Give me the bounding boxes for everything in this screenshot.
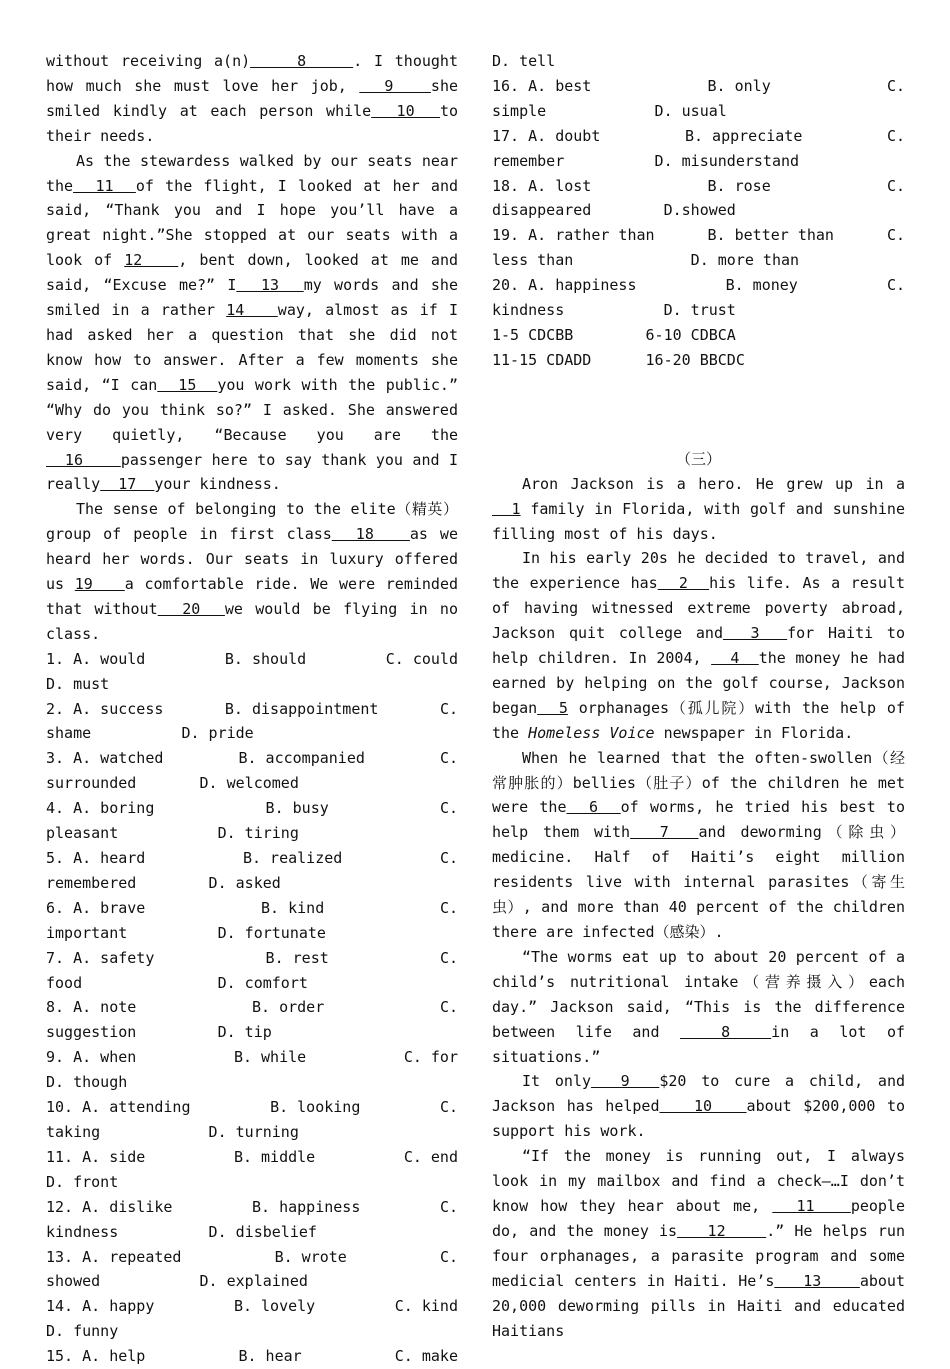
question-list xyxy=(46,647,458,1369)
newspaper-title: Homeless Voice xyxy=(528,723,655,742)
option-a: 11. A. side xyxy=(46,1147,146,1166)
blank-8: 8 xyxy=(680,1022,772,1041)
option-c: C. xyxy=(439,1197,458,1216)
question-options-row xyxy=(46,1344,458,1369)
blank-12: 12 xyxy=(124,251,179,270)
section-heading: （三） xyxy=(675,449,721,468)
text: as we heard her words. Our seats in luxury offered us xyxy=(46,525,458,594)
option-a: 8. A. note xyxy=(46,998,137,1017)
text: , bent down, looked at me and said, “Excuse me?” I xyxy=(46,251,459,295)
question-options-row xyxy=(46,1045,458,1070)
question-options-row xyxy=(492,223,905,248)
option-c: C. xyxy=(439,998,458,1017)
option-c: C. xyxy=(439,1098,458,1117)
question-options-row xyxy=(492,124,905,149)
text: way, almost as if I had asked her a question that she did not know how to answer. After a few moments she said, “I can xyxy=(46,301,458,394)
text: about 20,000 deworming pills in Haiti and educated Haitians xyxy=(492,1271,905,1340)
text: his life. As a result of having witnessed extreme poverty abroad, Jackson quit college and xyxy=(492,574,905,643)
question-list xyxy=(492,74,905,323)
text: When he learned that the often-swollen（经常肿胀的）bellies（肚子）of the children he met were the xyxy=(492,748,905,817)
text: a comfortable ride. We were reminded that without xyxy=(46,575,459,618)
question-options-row xyxy=(46,1294,458,1319)
question-options-row xyxy=(46,1095,458,1120)
option-c: C. xyxy=(886,176,905,195)
question-options-continuation: surrounded D. welcomed xyxy=(46,774,299,793)
text: . I thought how much she must love her job, xyxy=(46,52,458,95)
question-options-continuation: kindness D. disbelief xyxy=(46,1222,317,1241)
blank-16: 16 xyxy=(46,450,121,469)
blank-13: 13 xyxy=(774,1271,860,1290)
text: It only xyxy=(522,1072,592,1091)
option-b: B. happiness xyxy=(252,1197,361,1216)
text: my words and she smiled in a rather xyxy=(46,276,458,320)
option-b: B. accompanied xyxy=(238,749,365,768)
passage2-paragraph-1 xyxy=(46,49,458,149)
text: passenger here to say thank you and I really xyxy=(46,450,459,494)
question-options-continuation: taking D. turning xyxy=(46,1122,299,1141)
option-b: B. looking xyxy=(270,1098,361,1117)
option-a: 6. A. brave xyxy=(46,898,146,917)
option-b: B. money xyxy=(725,276,798,295)
option-a: 1. A. would xyxy=(46,649,146,668)
text: to their needs. xyxy=(46,101,459,145)
question-options-continuation: D. front xyxy=(46,1172,119,1191)
option-c: C. kind xyxy=(394,1297,458,1316)
option-b: B. middle xyxy=(233,1147,316,1166)
passage3-paragraph-2 xyxy=(492,546,905,745)
option-b: B. while xyxy=(233,1048,307,1067)
question-options-continuation: kindness D. trust xyxy=(492,301,736,320)
blank-18: 18 xyxy=(331,525,410,544)
option-c: C. xyxy=(886,76,905,95)
blank-10: 10 xyxy=(371,101,440,120)
text: of worms, he tried his best to help them with xyxy=(492,798,905,842)
text: “The worms eat up to about 20 percent of a child’s nutritional intake（营养摄入）each day.” Jackson said, “This is the difference between life and xyxy=(492,947,905,1041)
question-options-row xyxy=(492,174,905,199)
answer-key-row: 11-15 CDADD 16-20 BBCDC xyxy=(492,350,745,369)
question-options-continuation: shame D. pride xyxy=(46,724,254,743)
text: and deworming（除虫）medicine. Half of Haiti’s eight million residents live with internal parasites（寄生虫）, and more than 40 percent of the children there are infected（感染）. xyxy=(492,823,906,941)
blank-2: 2 xyxy=(657,574,710,593)
question-options-row xyxy=(46,896,458,921)
option-c: C. xyxy=(886,276,905,295)
option-b: B. appreciate xyxy=(684,126,803,145)
blank-15: 15 xyxy=(157,375,218,394)
text: In his early 20s he decided to travel, and the experience has xyxy=(492,549,905,593)
option-a: 17. A. doubt xyxy=(492,126,601,145)
question-options-continuation: remembered D. asked xyxy=(46,873,281,892)
option-c: C. for xyxy=(403,1048,458,1067)
right-column xyxy=(492,49,905,1343)
option-b: B. kind xyxy=(261,898,325,917)
text: As the stewardess walked by our seats near the xyxy=(46,151,458,195)
option-a: 10. A. attending xyxy=(46,1098,191,1117)
blank-9: 9 xyxy=(591,1072,660,1091)
text: without receiving a(n) xyxy=(46,52,251,70)
blank-14: 14 xyxy=(226,301,278,320)
blank-10: 10 xyxy=(659,1097,747,1116)
text: she smiled kindly at each person while xyxy=(46,76,459,120)
question-options-continuation: important D. fortunate xyxy=(46,923,326,942)
section-gap xyxy=(492,373,905,447)
question-options-continuation: simple D. usual xyxy=(492,101,727,120)
question-options-continuation: D. must xyxy=(46,674,110,693)
option-a: 19. A. rather than xyxy=(492,226,655,245)
option-a: 18. A. lost xyxy=(492,176,592,195)
text: .” He helps run four orphanages, a parasite program and some medicial centers in Haiti. He’s xyxy=(492,1221,905,1290)
option-a: 4. A. boring xyxy=(46,799,155,818)
blank-11: 11 xyxy=(772,1196,851,1215)
option-b: B. rest xyxy=(265,948,329,967)
question-options-continuation: disappeared D.showed xyxy=(492,201,736,220)
question-15-continuation: D. tell xyxy=(492,52,556,70)
text: your kindness. xyxy=(154,475,281,494)
question-options-continuation: less than D. more than xyxy=(492,251,800,270)
option-b: B. should xyxy=(224,649,307,668)
blank-7: 7 xyxy=(630,823,699,842)
blank-12: 12 xyxy=(677,1221,767,1240)
option-a: 13. A. repeated xyxy=(46,1247,182,1266)
option-b: B. only xyxy=(707,76,771,95)
question-options-row xyxy=(46,796,458,821)
text: in a lot of situations.” xyxy=(492,1022,906,1066)
question-options-row xyxy=(46,1195,458,1220)
option-a: 12. A. dislike xyxy=(46,1197,173,1216)
blank-20: 20 xyxy=(157,599,225,618)
question-options-continuation: food D. comfort xyxy=(46,973,308,992)
option-b: B. hear xyxy=(238,1347,302,1366)
passage3-paragraph-1 xyxy=(492,472,905,547)
text: people do, and the money is xyxy=(492,1196,905,1240)
question-options-continuation: remember D. misunderstand xyxy=(492,151,800,170)
passage3-paragraph-6 xyxy=(492,1144,905,1343)
option-b: B. order xyxy=(252,998,325,1017)
blank-1: 1 xyxy=(492,499,521,518)
text: the money he had earned by helping on the golf course, Jackson began xyxy=(492,649,905,717)
option-c: C. xyxy=(886,126,905,145)
passage3-paragraph-3 xyxy=(492,746,905,945)
question-options-row xyxy=(46,647,458,672)
blank-6: 6 xyxy=(566,798,621,817)
left-column xyxy=(46,49,458,1369)
option-c: C. xyxy=(439,849,458,867)
text: “If the money is running out, I always look in my mailbox and find a check—…I don’t know how they hear about me, xyxy=(492,1147,905,1215)
question-options-row xyxy=(46,1145,458,1170)
question-options-row xyxy=(492,74,905,99)
option-a: 5. A. heard xyxy=(46,849,146,867)
passage2-paragraph-3 xyxy=(46,497,458,646)
question-options-continuation: suggestion D. tip xyxy=(46,1023,272,1042)
text: about $200,000 to support his work. xyxy=(492,1097,906,1141)
option-b: B. wrote xyxy=(274,1247,347,1266)
option-c: C. xyxy=(439,699,458,718)
blank-5: 5 xyxy=(537,698,568,717)
question-options-row xyxy=(46,1245,458,1270)
blank-17: 17 xyxy=(100,475,155,494)
question-options-row xyxy=(492,273,905,298)
question-options-row xyxy=(46,746,458,771)
option-a: 7. A. safety xyxy=(46,948,155,967)
option-c: C. could xyxy=(385,649,458,668)
option-c: C. xyxy=(439,948,458,967)
option-a: 2. A. success xyxy=(46,699,164,718)
option-c: C. xyxy=(439,1247,458,1266)
blank-11: 11 xyxy=(73,176,136,195)
option-c: C. xyxy=(886,226,905,245)
option-a: 15. A. help xyxy=(46,1347,146,1366)
question-options-row xyxy=(46,995,458,1020)
question-options-continuation: D. though xyxy=(46,1073,128,1092)
blank-4: 4 xyxy=(711,649,759,668)
text: The sense of belonging to the elite（精英）group of people in first class xyxy=(46,500,458,544)
blank-13: 13 xyxy=(236,276,304,295)
question-options-row xyxy=(46,846,458,871)
option-c: C. xyxy=(439,749,458,768)
passage3-paragraph-4 xyxy=(492,945,905,1070)
text: Aron Jackson is a hero. He grew up in a xyxy=(522,474,905,493)
answer-key-row: 1-5 CDCBB 6-10 CDBCA xyxy=(492,325,736,344)
option-c: C. end xyxy=(403,1147,458,1166)
option-a: 9. A. when xyxy=(46,1048,137,1067)
text: for Haiti to help children. In 2004, xyxy=(492,624,905,668)
option-a: 20. A. happiness xyxy=(492,276,637,295)
option-b: B. disappointment xyxy=(224,699,379,718)
blank-8: 8 xyxy=(250,52,354,70)
question-options-continuation: D. funny xyxy=(46,1322,119,1341)
option-c: C. xyxy=(439,898,458,917)
text: family in Florida, with golf and sunshine filling most of his days. xyxy=(492,499,905,543)
text: you work with the public.” “Why do you think so?” I asked. She answered very quietly, “Because you are the xyxy=(46,375,458,444)
option-c: C. make xyxy=(394,1347,458,1366)
text: we would be flying in no class. xyxy=(46,599,458,643)
passage3-paragraph-5 xyxy=(492,1069,905,1144)
question-options-continuation: showed D. explained xyxy=(46,1272,308,1291)
question-options-row xyxy=(46,697,458,722)
blank-9: 9 xyxy=(359,76,431,95)
option-a: 16. A. best xyxy=(492,76,592,95)
text: orphanages（孤儿院）with the help of the xyxy=(492,698,905,742)
option-b: B. lovely xyxy=(233,1297,316,1316)
blank-3: 3 xyxy=(722,624,788,643)
option-b: B. realized xyxy=(242,849,343,867)
text: newspaper in Florida. xyxy=(654,723,854,742)
passage2-paragraph-2 xyxy=(46,149,458,498)
option-a: 3. A. watched xyxy=(46,749,164,768)
question-options-row xyxy=(46,946,458,971)
text: of the flight, I looked at her and said, “Thank you and I hope you’ll have a great night.”She stopped at our seats with a look of xyxy=(46,176,459,270)
option-b: B. rose xyxy=(707,176,771,195)
question-options-continuation: pleasant D. tiring xyxy=(46,824,299,843)
option-b: B. busy xyxy=(265,799,329,818)
option-c: C. xyxy=(439,799,458,818)
text: $20 to cure a child, and Jackson has helped xyxy=(492,1072,906,1116)
option-a: 14. A. happy xyxy=(46,1297,155,1316)
option-b: B. better than xyxy=(707,226,834,245)
blank-19: 19 xyxy=(74,575,125,594)
